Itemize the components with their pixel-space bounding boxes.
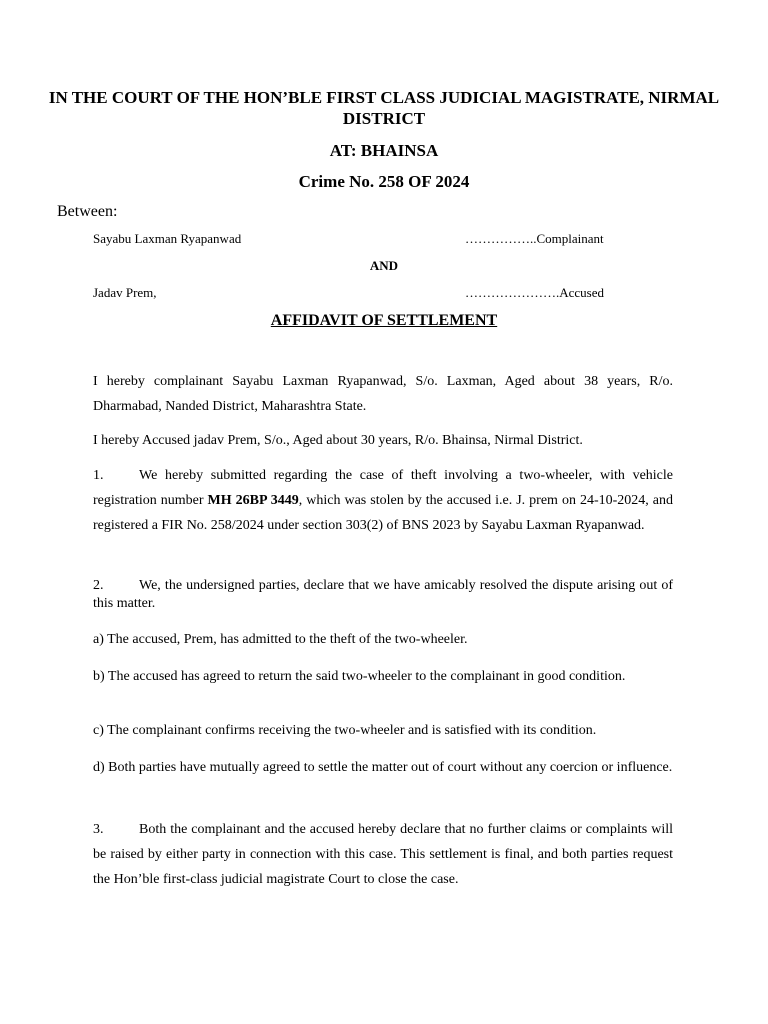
paragraph-1-text-start: We hereby submitted regarding the case of theft involving a two-wheeler, with vehicle registration number [93,468,673,508]
paragraph-2-text: We, the undersigned parties, declare that we have amicably resolved the dispute arising out of this matter. [93,578,673,611]
paragraph-2-number: 2. [93,578,104,593]
accused-name: Jadav Prem, [93,285,157,300]
accused-role: ………………….Accused [465,285,605,300]
court-title: IN THE COURT OF THE HON’BLE FIRST CLASS JUDICIAL MAGISTRATE, NIRMAL DISTRICT [48,88,720,128]
complainant-role: ……………..Complainant [465,231,604,246]
at-line: AT: BHAINSA [329,141,439,160]
paragraph-3-number: 3. [93,822,104,837]
paragraph-2 [93,577,673,613]
item-b: b) The accused has agreed to return the said two-wheeler to the complainant in good condition. [93,669,626,684]
paragraph-3-text: Both the complainant and the accused hereby declare that no further claims or complaints will be raised by either party in connection with this case. This settlement is final, and both parties request the Hon’ble first-class judicial magistrate Court to close the case. [93,822,673,887]
item-a: a) The accused, Prem, has admitted to the theft of the two-wheeler. [93,632,468,647]
item-d: d) Both parties have mutually agreed to settle the matter out of court without any coercion or influence. [93,760,673,775]
complainant-name: Sayabu Laxman Ryapanwad [93,231,242,246]
crime-number: Crime No. 258 OF 2024 [298,172,470,191]
paragraph-1 [93,463,673,538]
paragraph-1-number: 1. [93,468,104,483]
intro-complainant: I hereby complainant Sayabu Laxman Ryapanwad, S/o. Laxman, Aged about 38 years, R/o. Dharmabad, Nanded District, Maharashtra State. [93,374,673,414]
vehicle-registration-number: MH 26BP 3449 [207,493,299,508]
and-label: AND [369,258,399,273]
between-label: Between: [57,203,118,220]
affidavit-title: AFFIDAVIT OF SETTLEMENT [270,312,498,329]
item-c: c) The complainant confirms receiving the two-wheeler and is satisfied with its condition. [93,723,597,738]
intro-accused: I hereby Accused jadav Prem, S/o., Aged about 30 years, R/o. Bhainsa, Nirmal District. [93,433,583,448]
paragraph-3 [93,817,673,892]
paragraph-1-text-end: , which was stolen by the accused i.e. J. prem on 24-10-2024, and registered a FIR No. 258/2024 under section 303(2) of BNS 2023 by Sayabu Laxman Ryapanwad. [93,493,673,533]
